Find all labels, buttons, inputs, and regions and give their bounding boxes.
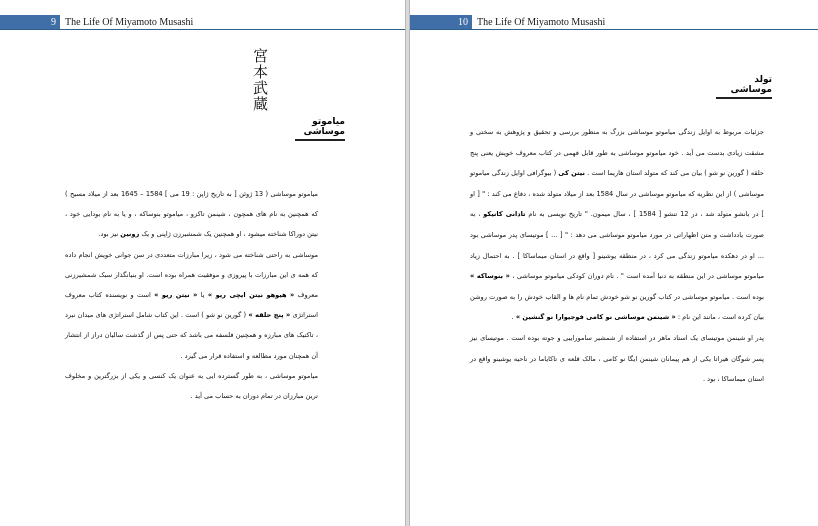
text-run: موساشی به راحتی شناخته می شود ، زیرا مبارزات متعددی در سن جوانی خویش انجام داده که همه ی این مبارزات با پیروزی و موفقیت همراه بوده است. او بنیانگذار سبک شمشیرزنی معروف <box>65 250 318 300</box>
text-run: نیز بود. <box>98 230 121 239</box>
paragraph <box>470 122 764 328</box>
paragraph <box>470 328 764 390</box>
left-page <box>0 0 406 526</box>
left-page-header <box>0 15 405 30</box>
text-run: . <box>511 313 516 322</box>
text-run: یا <box>197 291 208 300</box>
text-run: ، به صورت یادداشت و متن اظهاراتی در مورد میاموتو موساشی می دهد : " [ ... ] موتیسای پدر موساشی بود ... او در دهکده میاموتو زندگی می کرد ، در منطقه یوشینو [ واقع در استان میماساکا ] . به احتمال زیاد میاموتو موساشی در این منطقه به دنیا آمده است " . نام دوران کودکی میاموتو موساشی ، <box>470 210 764 281</box>
text-run: میاموتو موساشی ( 13 ژوئن [ به تاریخ ژاپن : 19 می ] 1584 – 1645 بعد از میلاد مسیح ) که همچنین به نام های همچون ، شینمن تاکزو ، میاموتو بنوساکه ، و یا به نام بودایی خود ، نیتن دوراکا شناخته میشود ، او همچنین یک شمشیرزن ژاپنی و یک <box>65 190 318 239</box>
right-page-header <box>410 15 818 30</box>
section-heading-text: میاموتو موساشی <box>303 117 345 137</box>
header-rule <box>410 29 818 30</box>
text-run: بوده است . میاموتو موساشی در کتاب گورین نو شو خودش تمام نام ها و القاب خودش را به صورت روشن بیان کرده است ، مانند این نام : <box>470 292 764 322</box>
body-text <box>470 122 764 390</box>
running-header-title: The Life Of Miyamoto Musashi <box>477 17 606 28</box>
text-run: است و نویسنده کتاب معروف استراتژی <box>65 291 318 320</box>
bold-term: نیتن کی <box>558 169 585 178</box>
text-run: میاموتو موساشی ، به طور گسترده ایی به عنوان یک کنسی و یکی از بزرگترین و مخلوف ترین مبارزان در تمام دوران به حساب می آید . <box>65 371 318 401</box>
text-run: جزئیات مربوط به اوایل زندگی میاموتو موساشی بزرگ به منظور بررسی و تحقیق و پژوهش به سختی و مشقت زیادی بدست می آید . خود میاموتو موساشی به طور قابل فهمی در کتاب معروف خویش یعنی پنج حلقه ( گورین نو شو ) بیان می کند که متولد استان هاریما است . <box>470 128 764 178</box>
bold-term: « شینمن موساشی نو کامی فوجیوارا نو گنشین » <box>515 313 676 322</box>
text-run: ( بیوگرافی اوایل زندگی میاموتو موساشی ) از این نظریه که میاموتو موساشی در سال 1584 بعد از میلاد متولد شده ، دفاع می کند : " [ او ] در بانشو متولد شد ، در 12 تنشو [ 1584 ] ، سال میمون. " تاریخ نویسی به نام <box>470 169 764 219</box>
page-number: 9 <box>0 15 60 30</box>
text-run: پدر او شینمن موتیسای یک استاد ماهر در استفاده از شمشیر ساموراییی و جوته بوده است . موتیسای نیز پسر شوگان هیراتا یکی از هم پیمانان شینمن ایگا نو کامی ، مالک قلعه ی تاکایاما در ناحیه یوشینو واقع در استان میماساکا ، بود . <box>470 333 764 384</box>
bold-term: تادانی کانیکو <box>483 210 526 219</box>
paragraph <box>65 184 318 245</box>
heading-underline <box>716 97 772 99</box>
text-run: ( گورین نو شو ) است . این کتاب شامل استراتژی های میدان نبرد ، تاکتیک های مبارزه و همچنین فلسفه می باشد که حتی پس از گذشت سالیان دراز از انتشار آن همچنان مورد مطالعه و استفاده قرار می گیرد . <box>65 311 318 360</box>
bold-term: « بنوساکه » <box>470 272 510 281</box>
bold-term: « پنج حلقه » <box>248 311 291 320</box>
page-number: 10 <box>410 15 472 30</box>
header-rule <box>0 29 405 30</box>
bold-term: رونین <box>120 230 140 239</box>
section-heading <box>295 117 345 141</box>
vertical-kanji-title: 宮本武蔵 <box>253 47 269 113</box>
section-heading-text: تولد موساشی <box>730 75 772 95</box>
bold-term: « نیتن ریو » <box>154 291 198 300</box>
heading-underline <box>295 139 345 141</box>
section-heading <box>716 75 772 99</box>
paragraph <box>65 245 318 366</box>
paragraph <box>65 366 318 406</box>
body-text <box>65 184 318 406</box>
bold-term: « هیوهو نیتن ایچی ریو » <box>207 291 295 300</box>
running-header-title: The Life Of Miyamoto Musashi <box>65 17 194 28</box>
